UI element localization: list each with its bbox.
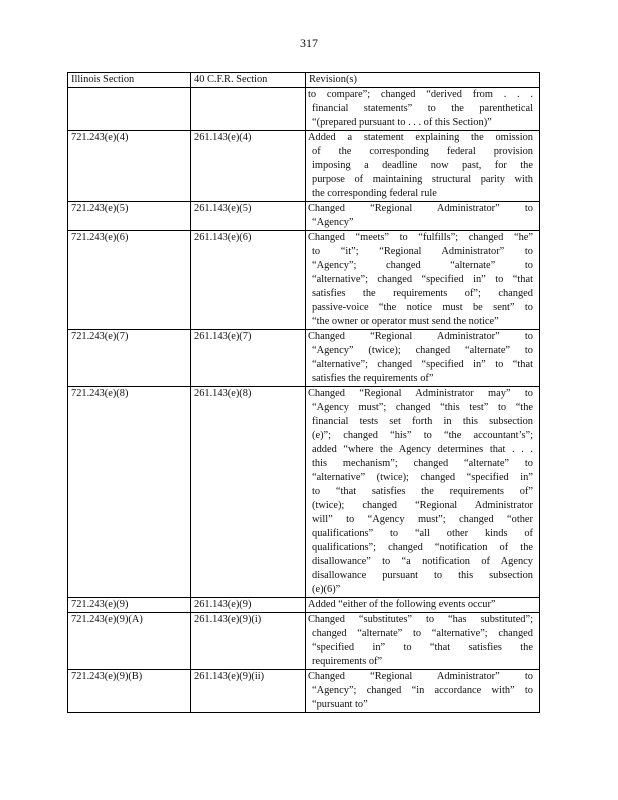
revision-line: “Agency must”; changed “this test” to “the: [312, 402, 533, 413]
cfr-section-cell: 261.143(e)(8): [191, 387, 306, 598]
header-cfr-section: 40 C.F.R. Section: [191, 73, 306, 88]
revision-line: “pursuant to”: [312, 699, 368, 710]
revision-cell: [306, 387, 540, 598]
revision-line: Changed “meets” to “fulfills”; changed “he”: [308, 232, 533, 243]
cfr-section-cell: 261.143(e)(4): [191, 131, 306, 202]
revision-line: disallowance pursuant to this subsection: [312, 570, 533, 581]
revision-line: disallowance” to “a notification of Agency: [312, 556, 533, 567]
revision-line: this mechanism”; changed “alternate” to: [312, 458, 533, 469]
illinois-section-cell: 721.243(e)(7): [68, 330, 191, 387]
revision-line: (e)”; changed “his” to “the accountant’s”;: [312, 430, 533, 441]
revision-cell: [306, 231, 540, 330]
illinois-section-cell: 721.243(e)(9): [68, 598, 191, 613]
cfr-section-cell: 261.143(e)(9): [191, 598, 306, 613]
revision-line: “Agency”; changed “in accordance with” to: [312, 685, 533, 696]
revision-line: to “that satisfies the requirements of”: [312, 486, 533, 497]
revision-line: to compare”; changed “derived from . . .: [308, 89, 533, 100]
revision-line: Changed “Regional Administrator” to: [308, 671, 533, 682]
revision-line: “alternative”; changed “specified in” to “that: [312, 359, 533, 370]
revision-line: “Agency”; changed “alternate” to: [312, 260, 533, 271]
revision-line: Added a statement explaining the omission: [308, 132, 533, 143]
revision-cell: [306, 202, 540, 231]
revision-line: imposing a deadline now past, for the: [312, 160, 533, 171]
revision-line: “Agency”: [312, 217, 354, 228]
revision-line: “alternative”; changed “specified in” to “that: [312, 274, 533, 285]
revision-cell: [306, 131, 540, 202]
table-row: [68, 387, 540, 598]
table-row: [68, 598, 540, 613]
revision-line: satisfies the requirements of”; changed: [312, 288, 533, 299]
revision-line: qualifications” to “all other kinds of: [312, 528, 533, 539]
revision-line: added “where the Agency determines that . . .: [312, 444, 533, 455]
revision-line: passive-voice “the notice must be sent” to: [312, 302, 533, 313]
header-revisions: Revision(s): [306, 73, 540, 88]
revision-line: requirements of”: [312, 656, 383, 667]
header-illinois-section: Illinois Section: [68, 73, 191, 88]
table-row: [68, 613, 540, 670]
revision-cell: [306, 88, 540, 131]
revision-line: “Agency” (twice); changed “alternate” to: [312, 345, 533, 356]
page-number: 317: [300, 36, 318, 50]
revision-line: Changed “Regional Administrator may” to: [308, 388, 533, 399]
illinois-section-cell: 721.243(e)(4): [68, 131, 191, 202]
cfr-section-cell: 261.143(e)(7): [191, 330, 306, 387]
revision-line: the corresponding federal rule: [312, 188, 437, 199]
revision-line: Added “either of the following events occur”: [308, 599, 496, 610]
cfr-section-cell: [191, 88, 306, 131]
revision-line: satisfies the requirements of”: [312, 373, 434, 384]
revision-line: of the corresponding federal provision: [312, 146, 533, 157]
cfr-section-cell: 261.143(e)(6): [191, 231, 306, 330]
table-row: [68, 330, 540, 387]
illinois-section-cell: 721.243(e)(9)(B): [68, 670, 191, 713]
cfr-section-cell: 261.143(e)(5): [191, 202, 306, 231]
table-row: [68, 231, 540, 330]
revision-line: purpose of maintaining structural parity with: [312, 174, 533, 185]
revision-line: to “it”; “Regional Administrator” to: [312, 246, 533, 257]
cfr-section-cell: 261.143(e)(9)(ii): [191, 670, 306, 713]
revision-cell: [306, 598, 540, 613]
illinois-section-cell: [68, 88, 191, 131]
table-row: [68, 202, 540, 231]
revision-line: Changed “Regional Administrator” to: [308, 331, 533, 342]
illinois-section-cell: 721.243(e)(8): [68, 387, 191, 598]
revisions-table: [67, 72, 540, 713]
revision-line: will” to “Agency must”; changed “other: [312, 514, 533, 525]
cfr-section-cell: 261.143(e)(9)(i): [191, 613, 306, 670]
revision-cell: [306, 613, 540, 670]
revision-line: financial statements” to the parenthetical: [312, 103, 533, 114]
revision-line: Changed “substitutes” to “has substituted”;: [308, 614, 533, 625]
revision-cell: [306, 330, 540, 387]
revision-line: qualifications”; changed “notification of the: [312, 542, 533, 553]
table-row: [68, 88, 540, 131]
illinois-section-cell: 721.243(e)(6): [68, 231, 191, 330]
revision-line: “alternative” (twice); changed “specified in”: [312, 472, 533, 483]
revision-line: financial tests set forth in this subsection: [312, 416, 533, 427]
illinois-section-cell: 721.243(e)(5): [68, 202, 191, 231]
table-header-row: [68, 73, 540, 88]
illinois-section-cell: 721.243(e)(9)(A): [68, 613, 191, 670]
table-row: [68, 131, 540, 202]
table-body: [68, 88, 540, 713]
revision-line: “specified in” to “that satisfies the: [312, 642, 533, 653]
revision-cell: [306, 670, 540, 713]
revision-line: “(prepared pursuant to . . . of this Section)”: [312, 117, 492, 128]
revision-line: (e)(6)”: [312, 584, 341, 595]
revision-line: (twice); changed “Regional Administrator: [312, 500, 533, 511]
revision-line: “the owner or operator must send the notice”: [312, 316, 499, 327]
revision-line: changed “alternate” to “alternative”; changed: [312, 628, 533, 639]
table-row: [68, 670, 540, 713]
revision-line: Changed “Regional Administrator” to: [308, 203, 533, 214]
